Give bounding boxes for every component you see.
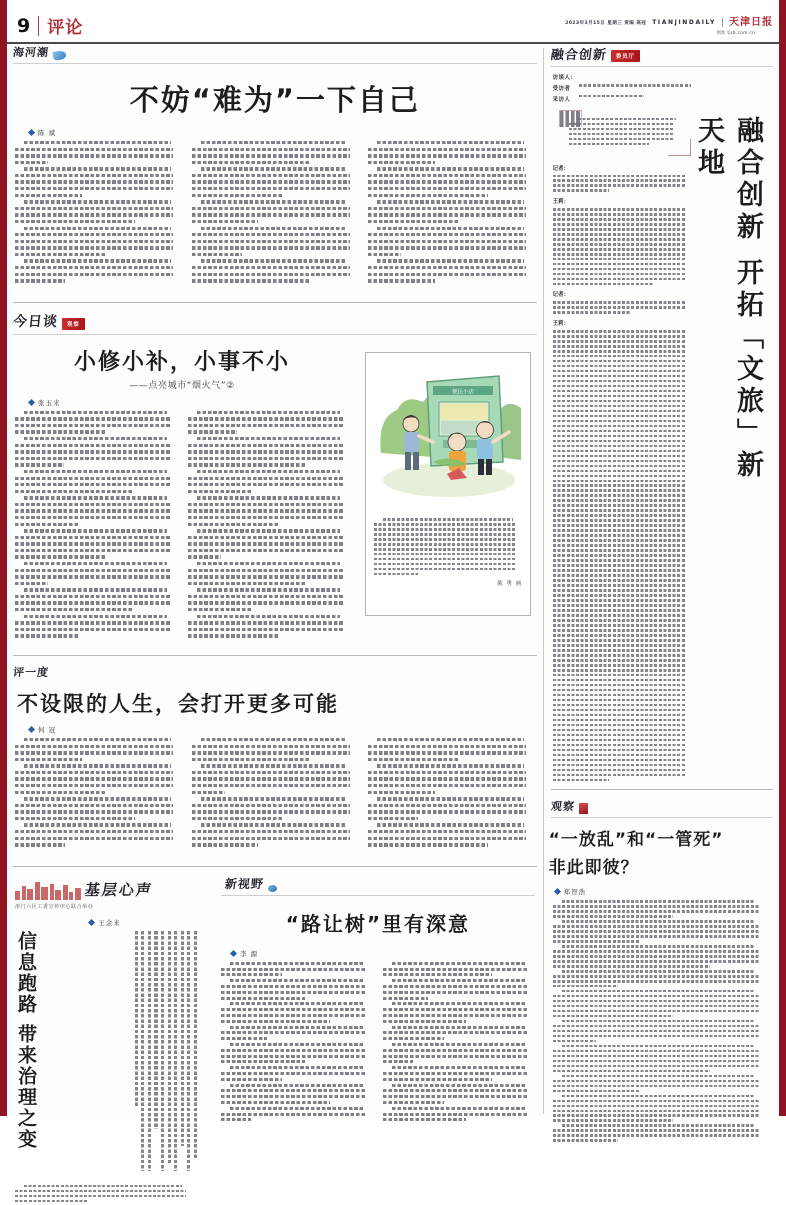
- body-text-article3: [7, 738, 543, 850]
- column-header-pingyidu[interactable]: [7, 664, 543, 682]
- logo-jicengxinsheng[interactable]: [7, 875, 203, 912]
- masthead-right: [565, 18, 773, 36]
- article5-content: [7, 931, 203, 1181]
- masthead-website: 网址 tjrb.com.cn: [716, 30, 755, 36]
- bracket-bottom-right-icon: [668, 139, 691, 156]
- skyline-icon: [15, 880, 81, 900]
- interview-role: 受访者: [552, 86, 571, 92]
- subheadline-article2: ——点亮城市“烟火气”②: [129, 380, 235, 391]
- lead-quote-box: [559, 110, 691, 156]
- interview-row: [553, 84, 697, 92]
- byline-name: 王金来: [98, 918, 121, 927]
- column-header-xinshiye[interactable]: [213, 875, 543, 894]
- interview-subhead: 记者：: [552, 292, 569, 299]
- byline-bullet-icon: [28, 726, 35, 733]
- byline-article4: [213, 939, 543, 962]
- byline-name: 何 冠: [38, 725, 57, 734]
- blue-wave-icon: [52, 50, 66, 61]
- byline-article1: [7, 125, 543, 141]
- text-column: [192, 141, 359, 286]
- top-white-strip: [7, 0, 779, 9]
- divider: [551, 817, 773, 818]
- byline-bullet-icon: [88, 919, 95, 926]
- headline-article7-line2: 非此即彼？: [548, 858, 639, 879]
- left-column-zone: [7, 44, 543, 1150]
- headline-article5: 信息跑路 带来治理之变: [15, 930, 37, 1150]
- page-body: [7, 44, 779, 1150]
- text-column: [368, 738, 535, 850]
- byline-bullet-icon: [230, 950, 237, 957]
- logo-subtitle: 津门六区工委宣传中心联合举办: [15, 903, 94, 910]
- byline-name: 李 源: [240, 949, 259, 958]
- headline-article7-line1: “一放乱”和“一管死”: [548, 830, 724, 851]
- column-logo-label: 新视野: [224, 876, 265, 891]
- byline-bullet-icon: [554, 888, 561, 895]
- article-pingyidu: [7, 664, 543, 850]
- column-header-haihechao[interactable]: [7, 44, 543, 62]
- masthead-date: 2023年3月15日 星期三 责编 高冠: [565, 20, 647, 26]
- column-logo-label: 海河潮: [12, 46, 50, 59]
- interview-label: 访谈人：: [552, 75, 577, 81]
- shop-sign-text: 便民小店: [451, 389, 475, 396]
- byline-article3: [7, 722, 543, 738]
- headline-article3: 不设限的人生，会打开更多可能: [17, 691, 339, 716]
- text-column: [15, 141, 182, 286]
- article-haihechao: [7, 44, 543, 286]
- right-column-zone: [544, 44, 779, 1114]
- byline-name: 郑智浩: [563, 888, 587, 897]
- byline-name: 陈 斌: [38, 129, 57, 137]
- article5-vertical-text: [46, 931, 197, 1181]
- illustration-artwork: [371, 358, 525, 510]
- interview-block: [549, 73, 697, 781]
- headline-article4: “路让树”里有深意: [285, 911, 470, 936]
- article-weiyuanting: [549, 44, 775, 781]
- text-column: [368, 141, 535, 286]
- byline-bullet-icon: [28, 399, 35, 406]
- section-divider: [551, 789, 773, 790]
- column-header-weiyuanting[interactable]: [549, 44, 775, 65]
- divider: [13, 63, 537, 64]
- body-text-article7: [549, 900, 775, 1142]
- column-logo-label: 观察: [549, 800, 576, 814]
- text-column: [15, 411, 178, 641]
- divider: [221, 895, 535, 896]
- interview-subhead: 记者：: [552, 165, 569, 172]
- article5-footer-text: [7, 1181, 203, 1203]
- column-logo-label: 融合创新: [549, 48, 608, 63]
- section-divider: [13, 302, 537, 303]
- masthead-info-line: [565, 18, 773, 28]
- text-column: [192, 738, 359, 850]
- masthead-separator: [722, 18, 723, 27]
- section-divider: [13, 866, 537, 867]
- byline-bullet-icon: [28, 129, 35, 136]
- text-column: [383, 962, 535, 1124]
- text-column: [221, 962, 373, 1124]
- interview-body: [549, 164, 697, 782]
- blue-dot-icon: [268, 885, 277, 892]
- column-badge: 观察: [62, 318, 85, 330]
- text-column: [15, 738, 182, 850]
- cartoon-illustration-svg: [371, 358, 525, 508]
- divider: [551, 66, 773, 67]
- logo-title: 基层心声: [83, 880, 154, 899]
- interview-role: 采访人: [552, 96, 571, 103]
- headline-article1: 不妨“难为”一下自己: [129, 83, 420, 117]
- column-logo-label: 今日谈: [12, 313, 59, 330]
- body-text-article1: [7, 141, 543, 286]
- masthead-divider: [38, 16, 39, 36]
- column-header-guancha[interactable]: [549, 798, 775, 816]
- red-flag-icon: [579, 803, 588, 814]
- interview-row: [553, 95, 697, 103]
- column-logo-label: 评一度: [12, 665, 50, 679]
- article-jicengxinsheng: [7, 875, 203, 1205]
- interview-subhead: 王莉：: [552, 320, 569, 327]
- illustration-caption: [371, 510, 525, 587]
- masthead-logo: 天津日报: [729, 16, 773, 28]
- headline-article2: 小修小补，小事不小: [73, 349, 290, 375]
- body-text-article4: [213, 962, 543, 1124]
- interview-subhead: 王莉：: [552, 199, 569, 206]
- masthead-english-name: TIANJINDAILY: [652, 19, 716, 26]
- article-xinshiye: [203, 875, 543, 1205]
- body-text-article2: [7, 411, 359, 641]
- headline-article6: 融合创新 开拓「文旅」新天地: [693, 116, 763, 483]
- section-divider: [13, 655, 537, 656]
- byline-article5: [7, 912, 203, 931]
- column-header-jinritan[interactable]: [7, 311, 543, 333]
- divider: [13, 334, 537, 335]
- column-badge: 委员厅: [611, 50, 640, 62]
- bottom-row: [7, 875, 543, 1205]
- page-number: 9: [17, 14, 31, 37]
- text-column: [188, 411, 351, 641]
- masthead: [7, 9, 779, 44]
- illustration-box: [365, 352, 531, 616]
- article-guancha: [549, 798, 775, 1142]
- section-title: 评论: [47, 18, 84, 38]
- byline-name: 张玉来: [38, 398, 61, 407]
- byline-article7: [549, 879, 775, 900]
- illustration-credit: 陈 勇 画: [497, 581, 522, 588]
